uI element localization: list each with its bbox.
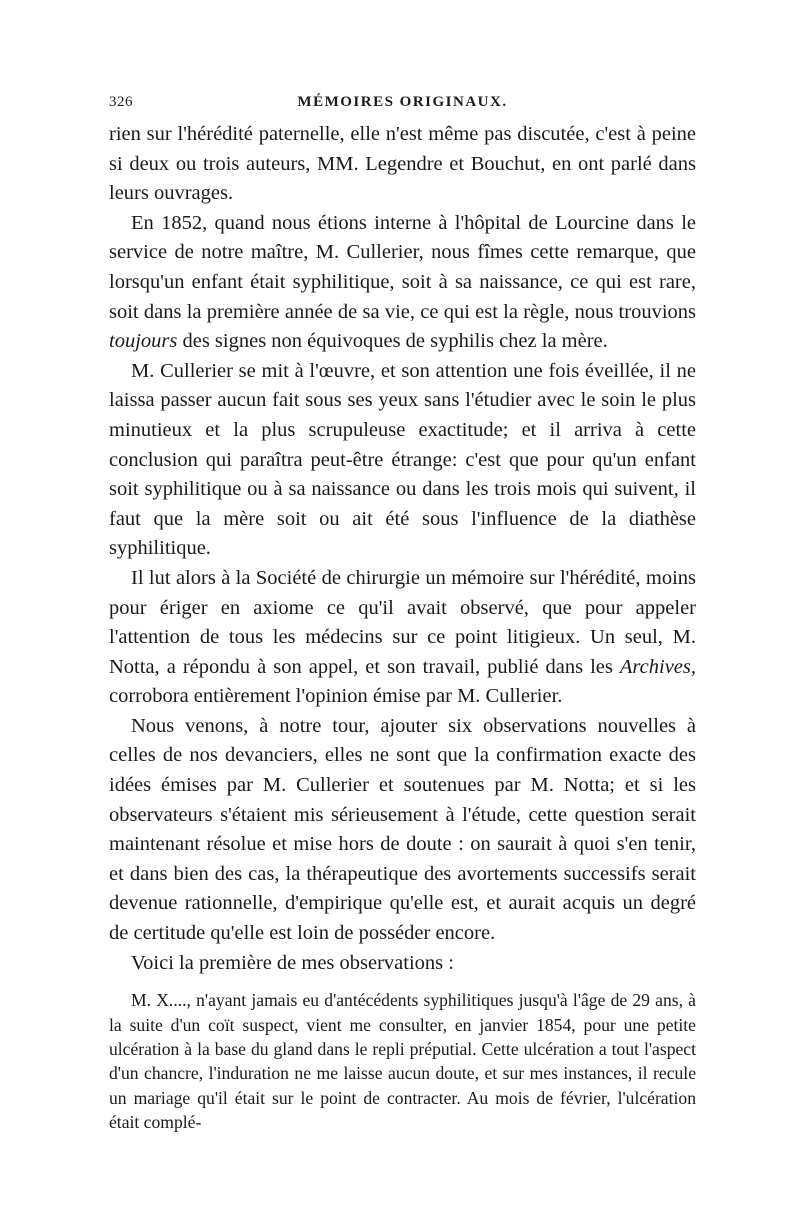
running-head <box>109 94 696 120</box>
paragraph-six-observations: Nous venons, à notre tour, ajouter six observations nouvelles à celles de nos devanciers, elles ne sont que la confirmation exacte des idées émises par M. Cullerier et soutenues par M. Notta; et si les observateurs s'étaient mis sérieusement à l'étude, cette question serait maintenant résolue et mise hors de doute : on saurait à quoi s'en tenir, et dans bien des cas, la thérapeutique des avortements successifs serait devenue rationnelle, d'empirique qu'elle est, et aurait acquis un degré de certitude qu'elle est loin de posséder encore. <box>109 714 696 945</box>
observation-block <box>109 988 696 1134</box>
paragraph-heredite-paternelle: rien sur l'hérédité paternelle, elle n'est même pas discutée, c'est à peine si deux ou trois auteurs, MM. Legendre et Bouchut, en ont parlé dans leurs ouvrages. <box>109 123 696 205</box>
emphasis-toujours: toujours <box>109 330 178 353</box>
running-title: MÉMOIRES ORIGINAUX. <box>297 94 508 110</box>
page-number: 326 <box>109 94 133 110</box>
book-page <box>109 94 696 1135</box>
paragraph-text: corrobora entièrement l'opinion émise par M. Cullerier. <box>109 685 563 708</box>
paragraph-text: des signes non équivoques de syphilis chez la mère. <box>177 330 608 353</box>
paragraph-societe-chirurgie <box>109 564 696 712</box>
paragraph-cullerier-oeuvre: M. Cullerier se mit à l'œuvre, et son attention une fois éveillée, il ne laissa passer aucun fait sous ses yeux sans l'étudier avec le soin le plus minutieux et la plus scrupuleuse exactitude; et il arriva à cette conclusion qui paraîtra peut-être étrange: c'est que pour qu'un enfant soit syphilitique ou à sa naissance ou dans les trois mois qui suivent, il faut que la mère soit ou ait été sous l'influence de la diathèse syphilitique. <box>109 359 696 560</box>
observation-text: M. X...., n'ayant jamais eu d'antécédents syphilitiques jusqu'à l'âge de 29 ans, à la suite d'un coït suspect, vient me consulter, en janvier 1854, pour une petite ulcération à la base du gland dans le repli préputial. Cette ulcération a tout l'aspect d'un chancre, l'induration ne me laisse aucun doute, et sur mes instances, il recule un mariage qu'il était sur le point de contracter. Au mois de février, l'ulcération était complé- <box>109 990 696 1133</box>
paragraph-text: En 1852, quand nous étions interne à l'hôpital de Lourcine dans le service de notre maître, M. Cullerier, nous fîmes cette remarque, que lorsqu'un enfant était syphilitique, soit à sa naissance, ce qui est rare, soit dans la première année de sa vie, ce qui est la règle, nous trouvions <box>109 211 696 323</box>
paragraph-text: Il lut alors à la Société de chirurgie un mémoire sur l'hérédité, moins pour ériger en axiome ce qu'il avait observé, que pour appeler l'attention de tous les médecins sur ce point litigieux. Un seul, M. Notta, a répondu à son appel, et son travail, publié dans les <box>109 566 696 678</box>
paragraph-premiere-observation: Voici la première de mes observations : <box>131 951 454 974</box>
paragraph-lourcine-1852 <box>109 209 696 357</box>
body-text <box>109 120 696 978</box>
emphasis-archives: Archives, <box>619 655 696 678</box>
